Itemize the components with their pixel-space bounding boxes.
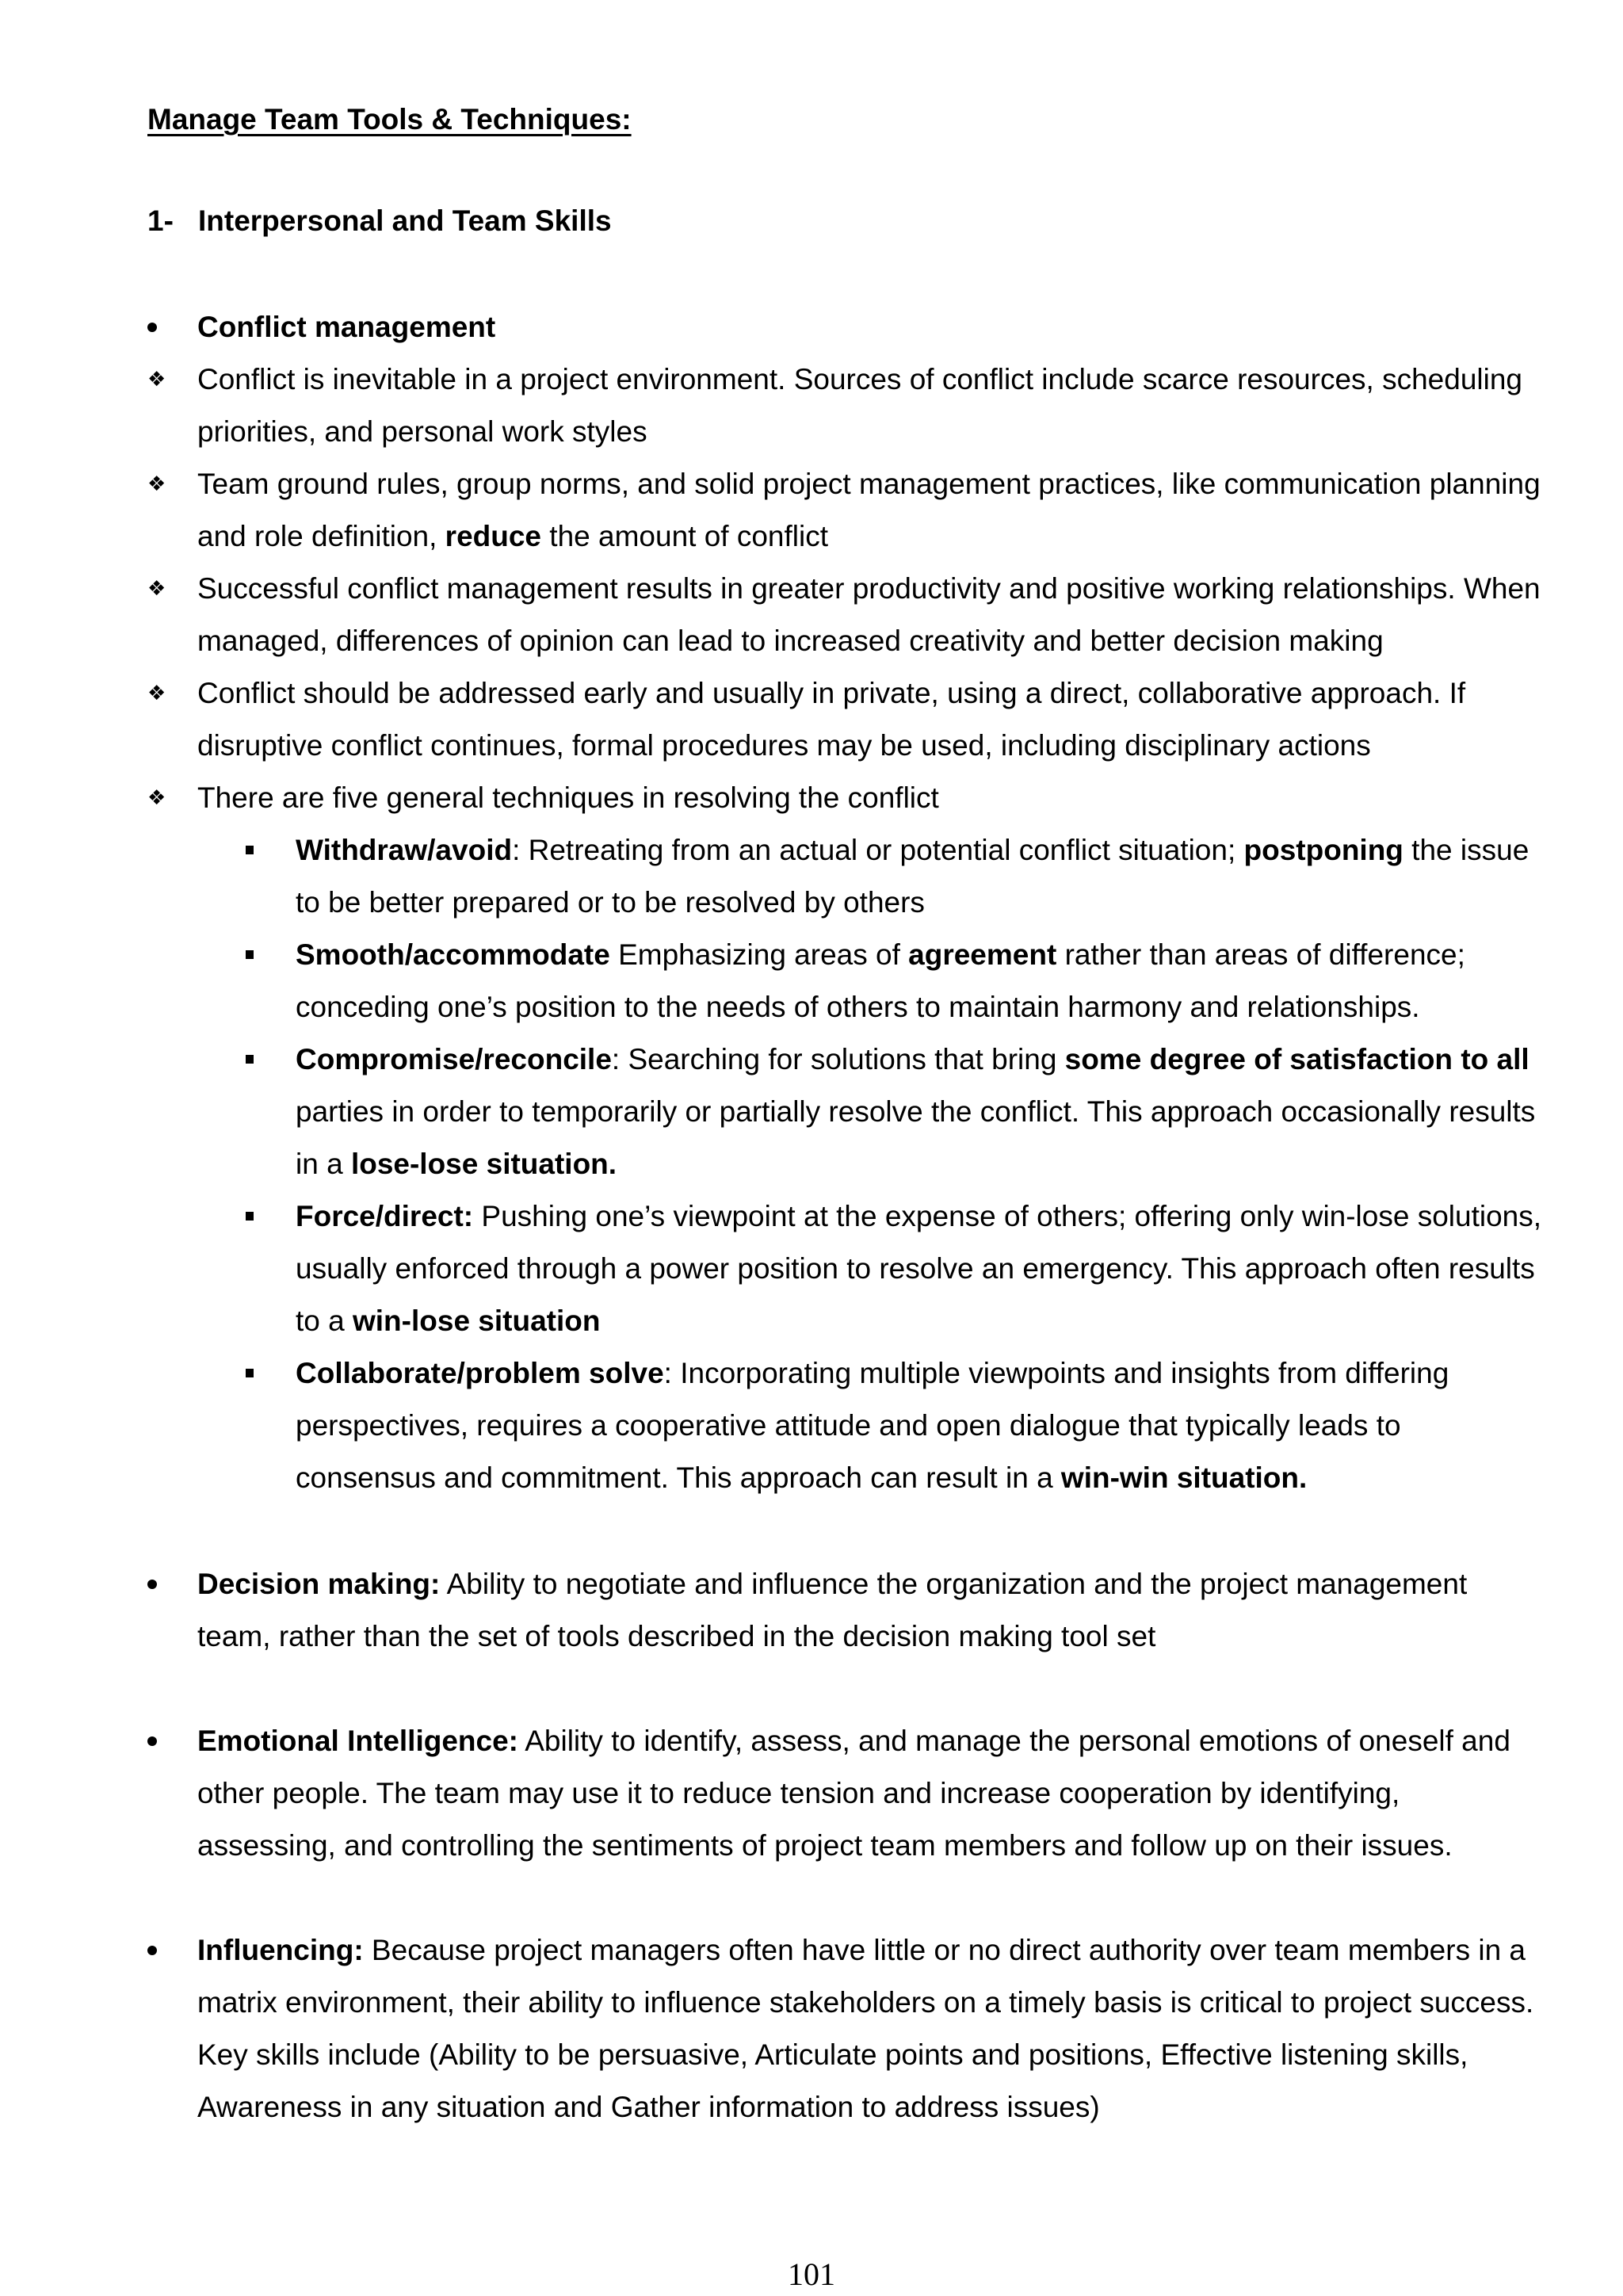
technique-emphasis: win-lose situation <box>353 1305 601 1337</box>
technique-emphasis: postponing <box>1243 834 1403 866</box>
technique-name: Withdraw/avoid <box>296 834 513 866</box>
technique-text: Pushing one’s viewpoint at the expense of others; offering only win-lose solutions, usually enforced through a power position to resolve an emergency. This approach often results to a <box>296 1200 1542 1337</box>
square-bullet-icon <box>246 950 254 959</box>
bullet-dot-icon <box>147 1580 157 1589</box>
bullet-decision-making <box>147 1558 1542 1663</box>
diamond-bullet-icon: ❖ <box>147 472 166 496</box>
bullet-emotional-intelligence <box>147 1715 1542 1872</box>
point-text: Conflict is inevitable in a project environment. Sources of conflict include scarce resources, scheduling priorities, and personal work styles <box>197 363 1522 448</box>
diamond-bullet-icon: ❖ <box>147 682 166 705</box>
technique-name: Compromise/reconcile <box>296 1043 612 1075</box>
point-text <box>197 458 1542 563</box>
point-text: There are five general techniques in resolving the conflict <box>197 781 939 814</box>
square-bullet-icon <box>246 1055 254 1064</box>
bullet-dot-icon <box>147 1736 157 1746</box>
technique-name: Collaborate/problem solve <box>296 1357 664 1389</box>
decision-label: Decision making: <box>197 1568 441 1600</box>
technique-name: Force/direct: <box>296 1200 474 1232</box>
point-text: Conflict should be addressed early and usually in private, using a direct, collaborative approach. If disruptive conflict continues, formal procedures may be used, including disciplinary actions <box>197 677 1466 762</box>
technique-collaborate-problem-solve <box>246 1347 1545 1504</box>
point-text-part: the amount of conflict <box>541 520 828 552</box>
section-number: 1- <box>147 204 174 237</box>
bullet-dot-icon <box>147 1946 157 1955</box>
technique-compromise-reconcile <box>246 1033 1545 1190</box>
diamond-bullet-icon: ❖ <box>147 786 166 810</box>
technique-emphasis: win-win situation. <box>1060 1461 1308 1494</box>
point-text: Successful conflict management results in greater productivity and positive working relationships. When managed, differences of opinion can lead to increased creativity and better decision making <box>197 572 1541 657</box>
square-bullet-icon <box>246 1212 254 1221</box>
technique-text: the issue to be better prepared or to be resolved by others <box>296 834 1529 919</box>
decision-text: Ability to negotiate and influence the organization and the project management team, rather than the set of tools described in the decision making tool set <box>197 1568 1468 1652</box>
bullet-dot-icon <box>147 323 157 332</box>
page-heading: Manage Team Tools & Techniques: <box>147 103 632 136</box>
technique-text: rather than areas of difference; conceding one’s position to the needs of others to maintain harmony and relationships. <box>296 938 1465 1023</box>
emotional-text: Ability to identify, assess, and manage the personal emotions of oneself and other people. The team may use it to reduce tension and increase cooperation by identifying, assessing, and controlling the sentiments of project team members and follow up on their issues. <box>197 1725 1510 1862</box>
diamond-point-4 <box>147 667 1542 772</box>
point-text-part: Team ground rules, group norms, and solid project management practices, like communication planning and role definition, <box>197 468 1541 552</box>
influencing-text: Because project managers often have little or no direct authority over team members in a matrix environment, their ability to influence stakeholders on a timely basis is critical to project success. Key skills include (Ability to be persuasive, Articulate points and positions, Effective listening skills, Awareness in any situation and Gather information to address issues) <box>197 1934 1534 2123</box>
technique-smooth-accommodate <box>246 929 1545 1033</box>
emotional-label: Emotional Intelligence: <box>197 1725 518 1757</box>
diamond-point-2 <box>147 458 1542 563</box>
technique-emphasis: lose-lose situation. <box>350 1148 617 1180</box>
square-bullet-icon <box>246 846 254 854</box>
section-title-text: Interpersonal and Team Skills <box>198 204 612 237</box>
technique-text: parties in order to temporarily or partially resolve the conflict. This approach occasionally results in a <box>296 1095 1536 1180</box>
technique-emphasis: some degree of satisfaction to all <box>1064 1043 1529 1075</box>
diamond-point-3 <box>147 563 1542 667</box>
bullet-influencing <box>147 1924 1542 2134</box>
technique-emphasis: agreement <box>908 938 1057 971</box>
diamond-point-1 <box>147 353 1542 458</box>
technique-text: : Searching for solutions that bring <box>611 1043 1065 1075</box>
technique-name: Smooth/accommodate <box>296 938 610 971</box>
technique-text: Emphasizing areas of <box>609 938 909 971</box>
technique-withdraw-avoid <box>246 824 1545 929</box>
bullet-conflict-management <box>147 301 1542 353</box>
page-number: 101 <box>788 2256 835 2292</box>
point-emphasis: reduce <box>445 520 542 552</box>
technique-text: : Retreating from an actual or potential conflict situation; <box>512 834 1244 866</box>
technique-force-direct <box>246 1190 1545 1347</box>
diamond-bullet-icon: ❖ <box>147 368 166 392</box>
diamond-point-5 <box>147 772 1542 824</box>
influencing-label: Influencing: <box>197 1934 364 1966</box>
diamond-bullet-icon: ❖ <box>147 577 166 601</box>
section-title <box>147 195 612 247</box>
conflict-title: Conflict management <box>197 311 496 343</box>
technique-text: : Incorporating multiple viewpoints and insights from differing perspectives, requires a cooperative attitude and open dialogue that typically leads to consensus and commitment. This approach can result in a <box>296 1357 1449 1494</box>
square-bullet-icon <box>246 1369 254 1377</box>
